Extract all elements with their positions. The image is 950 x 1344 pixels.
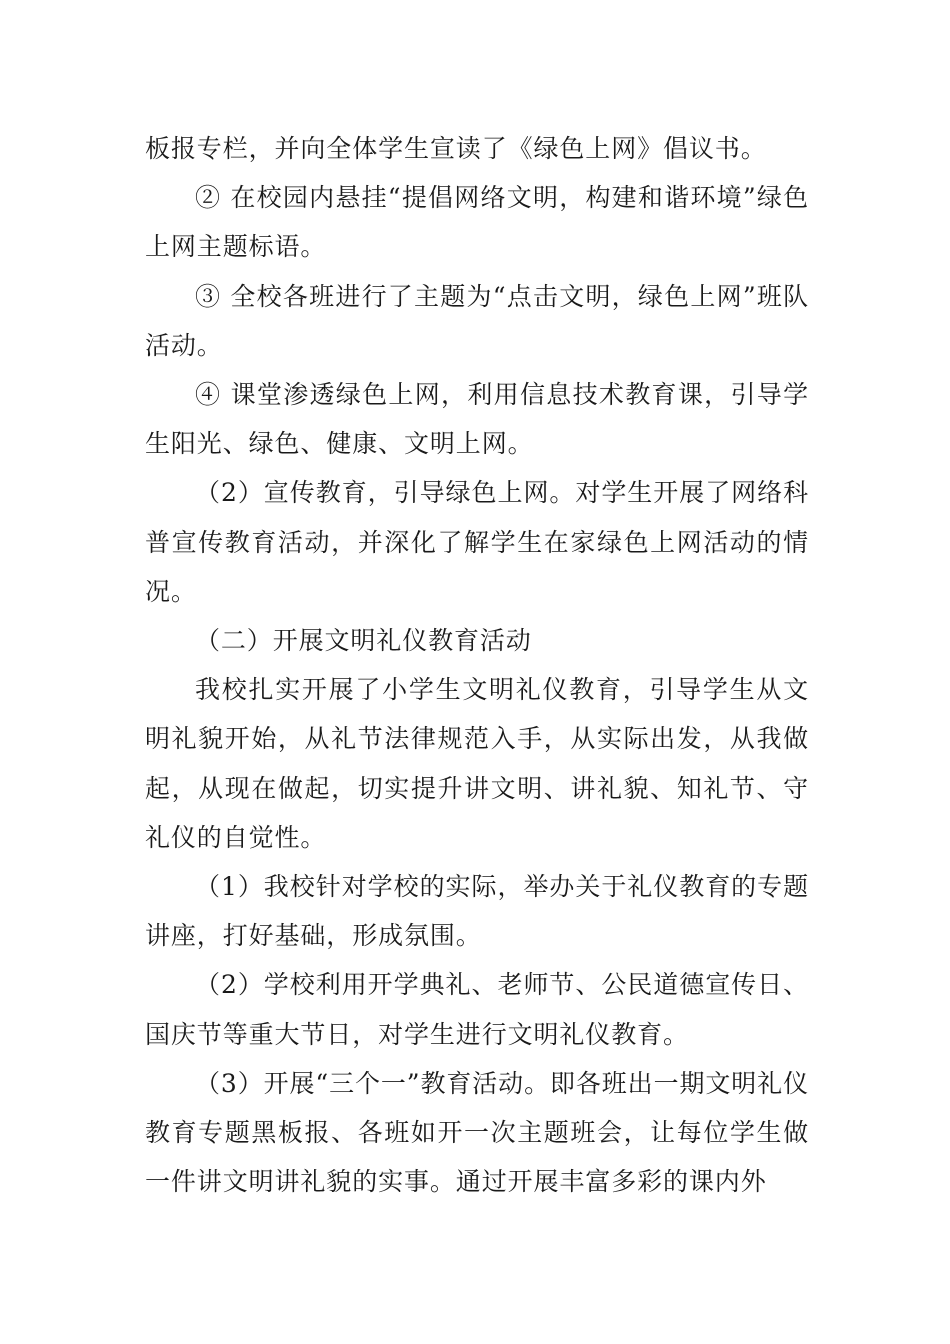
paragraph-lecture: （1）我校针对学校的实际，举办关于礼仪教育的专题讲座，打好基础，形成氛围。 [145,872,809,951]
paragraph-continuation: 板报专栏，并向全体学生宣读了《绿色上网》倡议书。 [145,134,767,163]
paragraph-etiquette-intro: 我校扎实开展了小学生文明礼仪教育，引导学生从文明礼貌开始，从礼节法律规范入手，从实际出发，从我做起，从现在做起，切实提升讲文明、讲礼貌、知礼节、守礼仪的自觉性。 [145,675,809,852]
paragraph-three-ones: （3）开展“三个一”教育活动。即各班出一期文明礼仪教育专题黑板报、各班如开一次主题班会，让每位学生做一件讲文明讲礼貌的实事。通过开展丰富多彩的课内外 [145,1068,809,1197]
paragraph-item-4: ④ 课堂渗透绿色上网，利用信息技术教育课，引导学生阳光、绿色、健康、文明上网。 [145,380,809,459]
document-body [145,124,809,1206]
section-heading: （二）开展文明礼仪教育活动 [195,626,532,656]
paragraph-festivals: （2）学校利用开学典礼、老师节、公民道德宣传日、国庆节等重大节日，对学生进行文明礼仪教育。 [145,970,809,1049]
paragraph-item-3: ③ 全校各班进行了主题为“点击文明，绿色上网”班队活动。 [145,281,809,360]
paragraph-item-2: ② 在校园内悬挂“提倡网络文明，构建和谐环境”绿色上网主题标语。 [145,183,809,262]
paragraph-publicity: （2）宣传教育，引导绿色上网。对学生开展了网络科普宣传教育活动，并深化了解学生在家绿色上网活动的情况。 [145,478,809,606]
